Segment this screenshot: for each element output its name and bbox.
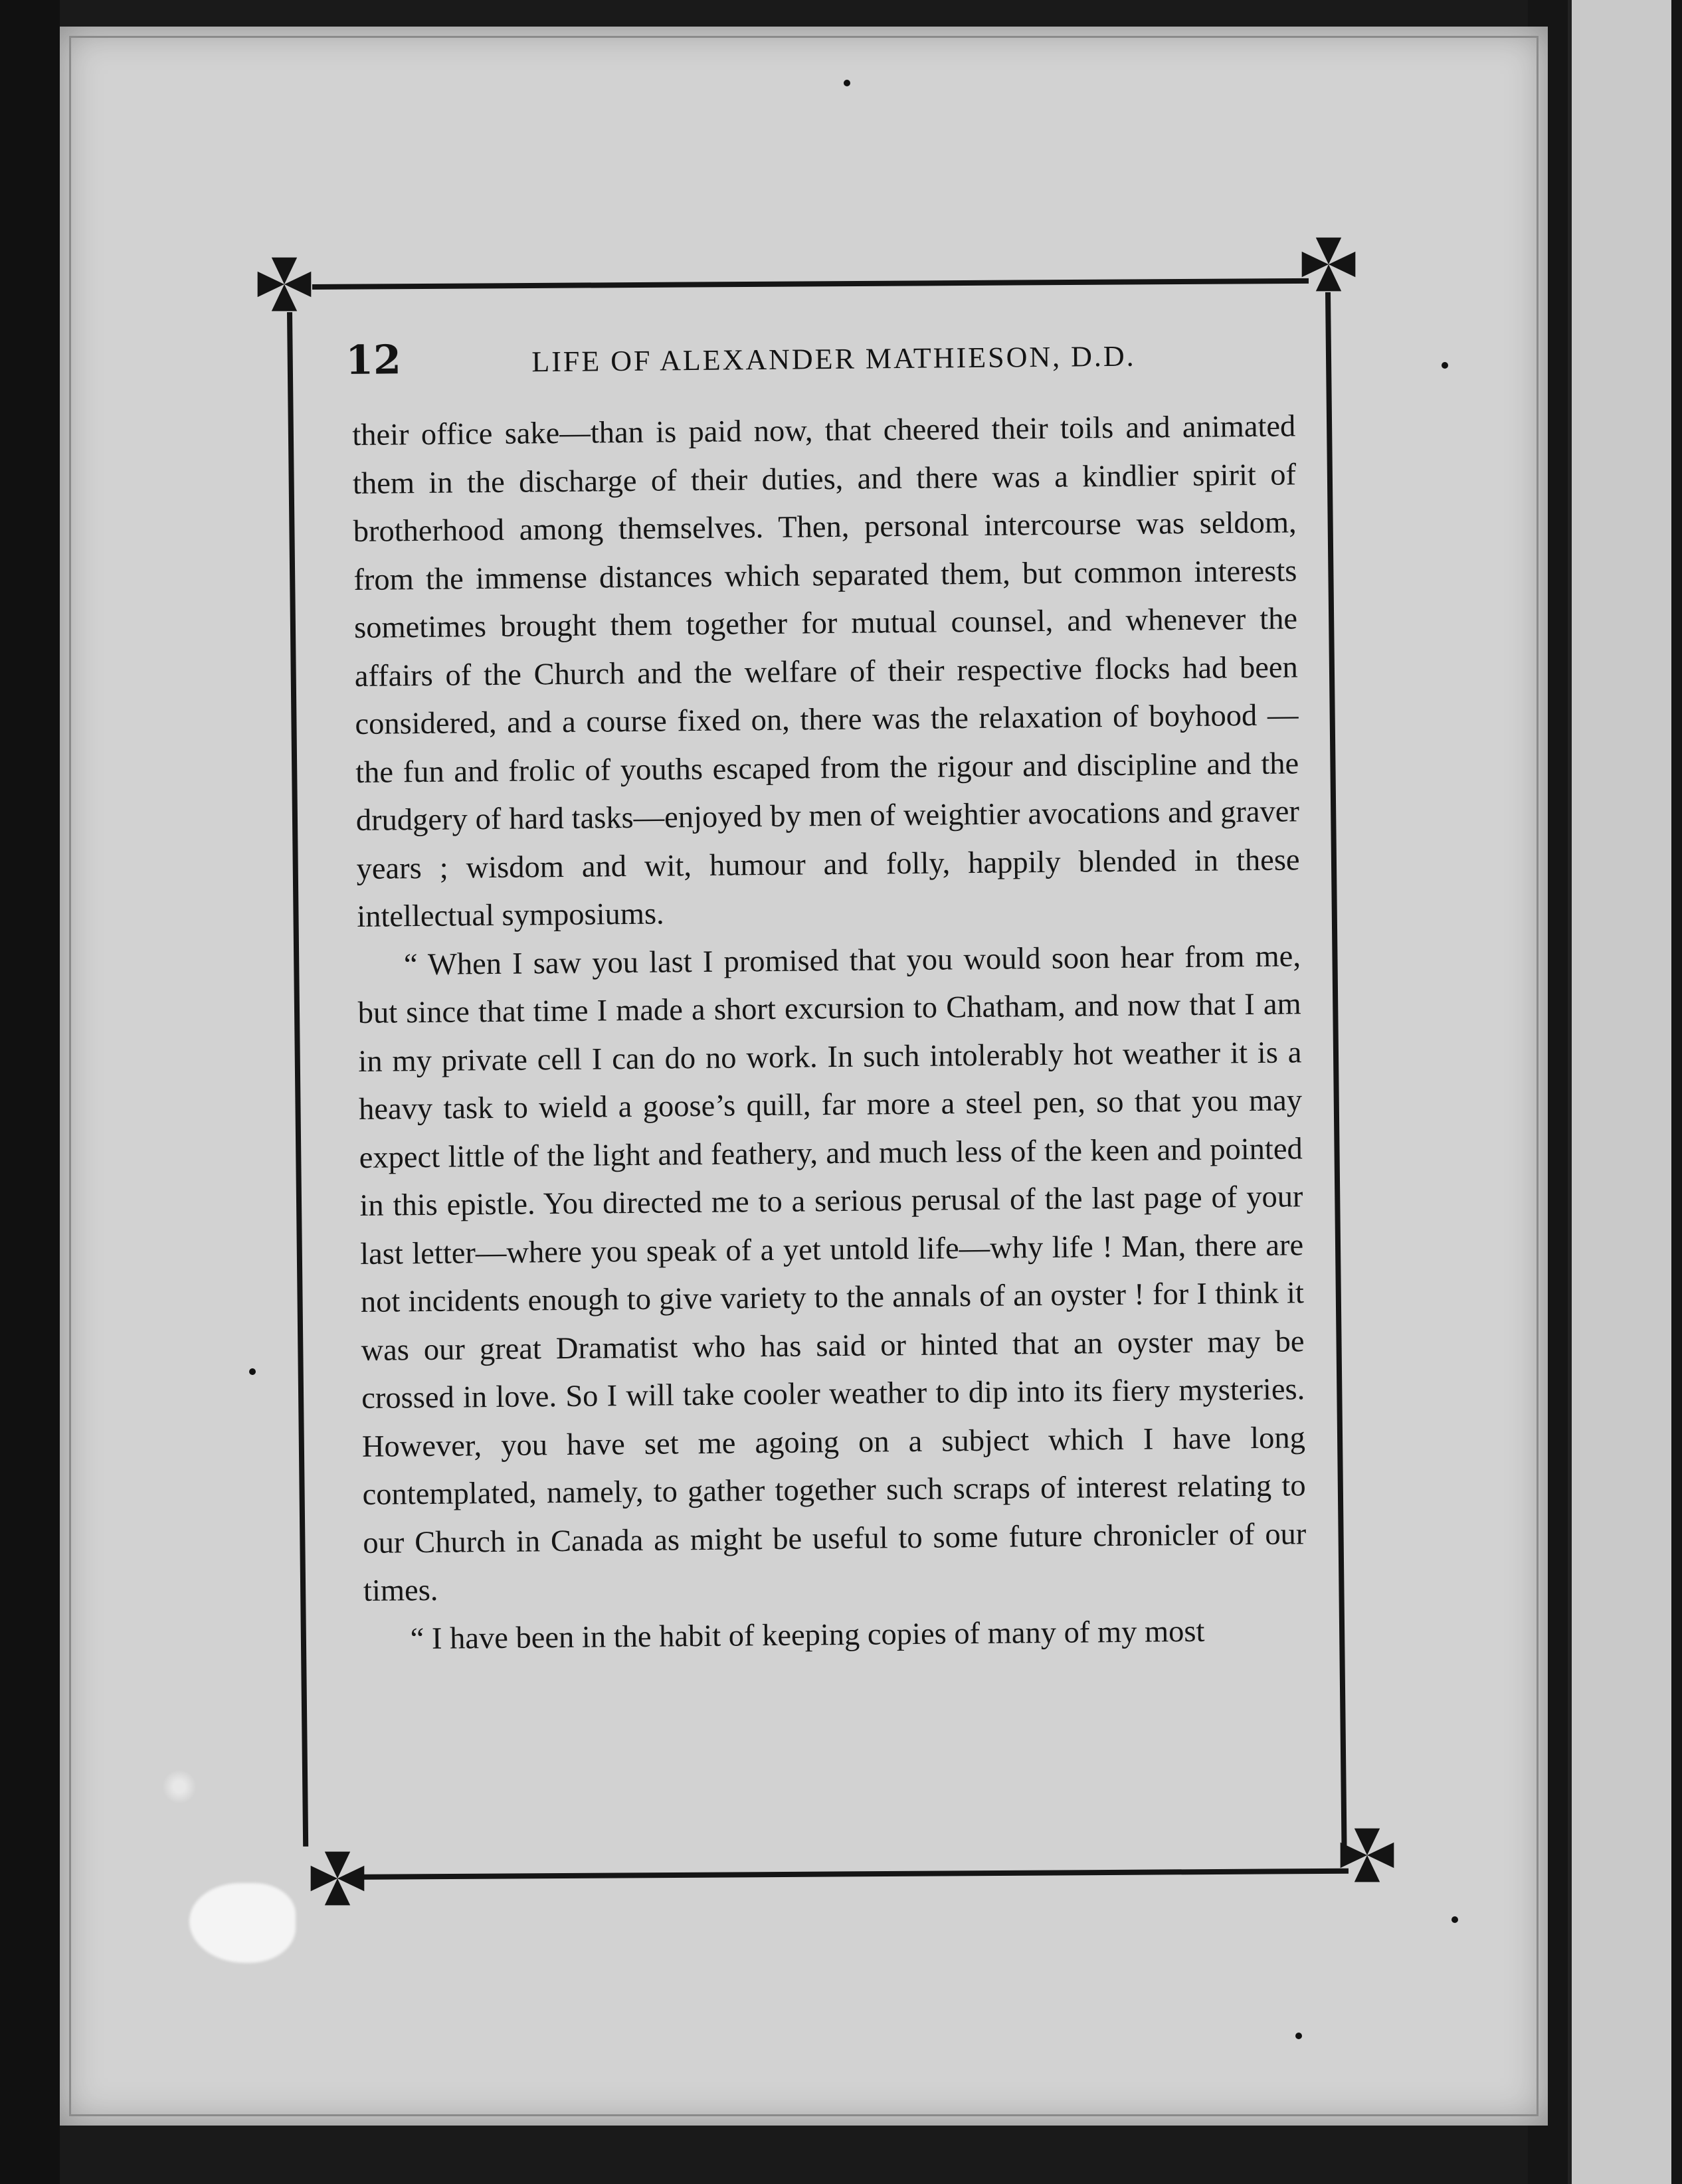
paper-damage-specks: [159, 1767, 199, 1807]
adjacent-page-edge: [1568, 0, 1671, 2184]
cross-ornament-icon: [1297, 232, 1360, 296]
scan-speck: [844, 80, 850, 86]
cross-ornament-icon: [306, 1847, 369, 1910]
scan-speck: [1451, 1916, 1458, 1923]
scan-speck: [1295, 2033, 1302, 2039]
paragraph: “ I have been in the habit of keeping copies of many of my most: [410, 1614, 1205, 1656]
paper-damage-blot: [189, 1883, 296, 1963]
scan-background: [0, 0, 60, 2184]
scan-speck: [1442, 362, 1448, 369]
page-number: 12: [345, 337, 402, 384]
running-head: [345, 329, 1170, 391]
cross-ornament-icon: [252, 252, 316, 316]
body-text: [352, 403, 1307, 1664]
scan-speck: [249, 1368, 256, 1375]
running-title: LIFE OF ALEXANDER MATHIESON, D.D.: [531, 339, 1136, 379]
cross-ornament-icon: [1335, 1823, 1399, 1887]
paragraph: their office sake—than is paid now, that cheered their toils and animated them in the discharge of their duties, and there was a kindlier spirit of brotherhood among themselves. Then, personal intercourse was seldom, from the immense distances which separated them, but common interests sometimes brought them together for mutual counsel, and whenever the affairs of the Church and the welfare of their respective flocks had been considered, and a course fixed on, there was the relaxation of boyhood — the fun and frolic of youths escaped from the rigour and discipline and the drudgery of hard tasks—enjoyed by men of weightier avocations and graver years ; wisdom and wit, humour and folly, happily blended in these intellectual symposiums.: [352, 409, 1300, 934]
paragraph: “ When I saw you last I promised that you would soon hear from me, but since that time I made a short excursion to Chatham, and now that I am in my private cell I can do no work. In such intolerably hot weather it is a heavy task to wield a goose’s quill, far more a steel pen, so that you may expect little of the light and feathery, and much less of the keen and pointed in this epistle. You directed me to a serious perusal of the last page of your last letter—where you speak of a yet untold life—why life ! Man, there are not incidents enough to give variety to the annals of an oyster ! for I think it was our great Dramatist who has said or hinted that an oyster may be crossed in love. So I will take cooler weather to dip into its fiery mysteries. However, you have set me agoing on a subject which I have long contemplated, namely, to gather together such scraps of interest relating to our Church in Canada as might be useful to some future chronicler of our times.: [357, 939, 1307, 1608]
